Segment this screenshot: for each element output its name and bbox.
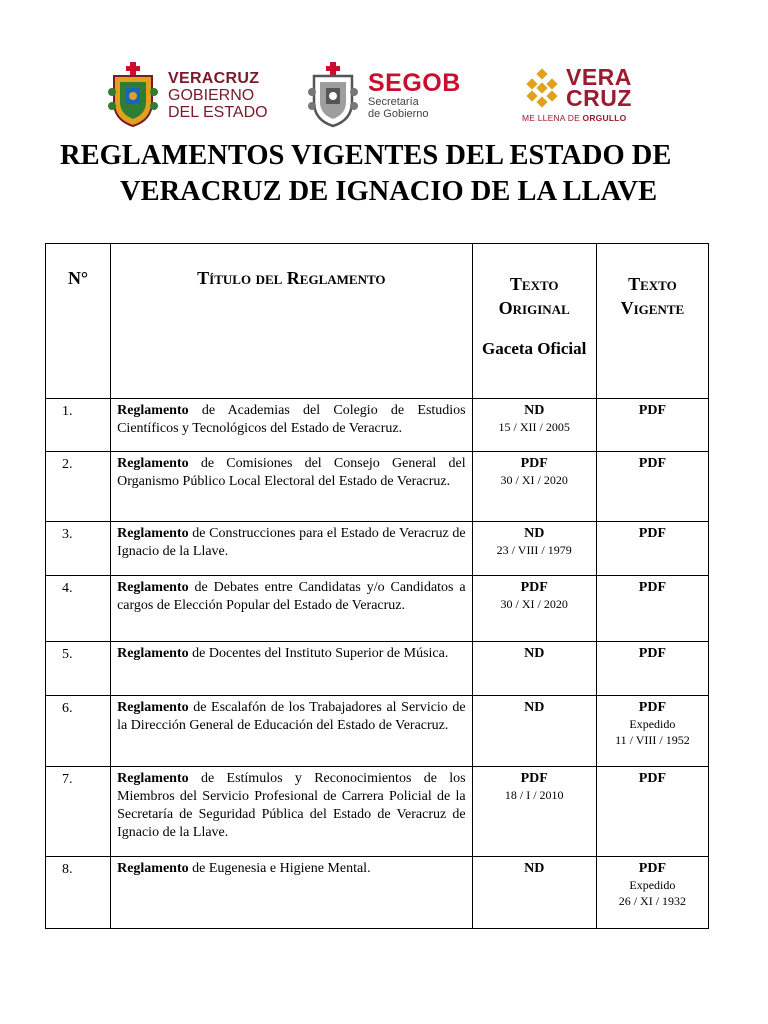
header-gaceta: Gaceta Oficial bbox=[482, 339, 587, 358]
original-link[interactable]: PDF bbox=[520, 456, 548, 471]
original-date: 18 / I / 2010 bbox=[504, 788, 564, 802]
vigente-date: 11 / VIII / 1952 bbox=[615, 733, 690, 747]
vera-slogan-b: ORGULLO bbox=[582, 113, 627, 123]
pdf-link[interactable]: PDF bbox=[638, 456, 666, 471]
original-link[interactable]: ND bbox=[524, 646, 545, 661]
gobierno-line3: DEL ESTADO bbox=[168, 103, 268, 121]
table-row bbox=[46, 857, 709, 929]
header-logos bbox=[0, 60, 768, 130]
vigente-cell bbox=[596, 696, 708, 767]
veracruz-pattern-icon bbox=[522, 68, 562, 108]
table-row bbox=[46, 452, 709, 522]
gobierno-line1: VERACRUZ bbox=[168, 69, 260, 87]
pdf-link[interactable]: PDF bbox=[638, 580, 666, 595]
original-date: 23 / VIII / 1979 bbox=[496, 543, 572, 557]
gobierno-line2: GOBIERNO bbox=[168, 86, 255, 104]
header-number: N° bbox=[46, 244, 111, 399]
veracruz-coat-of-arms-icon bbox=[106, 62, 160, 128]
original-link[interactable]: ND bbox=[524, 861, 545, 876]
segob-title: SEGOB bbox=[368, 69, 461, 97]
original-cell bbox=[472, 642, 596, 696]
vera-slogan-a: ME LLENA DE bbox=[522, 113, 580, 123]
regulation-title bbox=[111, 576, 473, 642]
table-row bbox=[46, 399, 709, 452]
table-row bbox=[46, 767, 709, 857]
header-title: Título del Reglamento bbox=[111, 244, 473, 399]
regulation-title bbox=[111, 522, 473, 576]
vigente-cell bbox=[596, 642, 708, 696]
vigente-date: 26 / XI / 1932 bbox=[618, 894, 687, 908]
table-header-row bbox=[46, 244, 709, 399]
regulation-keyword: Reglamento bbox=[117, 403, 189, 418]
regulation-name: de Escalafón de los Trabajadores al Servicio de la Dirección General de Educación del Estado de Veracruz. bbox=[117, 700, 466, 733]
regulation-title bbox=[111, 767, 473, 857]
vigente-cell bbox=[596, 522, 708, 576]
pdf-link[interactable]: PDF bbox=[638, 861, 666, 876]
row-number: 1. bbox=[46, 399, 111, 452]
vera-line2: CRUZ bbox=[566, 85, 632, 111]
vera-slogan bbox=[522, 113, 626, 123]
row-number: 7. bbox=[46, 767, 111, 857]
original-cell bbox=[472, 452, 596, 522]
original-link[interactable]: PDF bbox=[520, 771, 548, 786]
pdf-link[interactable]: PDF bbox=[638, 403, 666, 418]
regulation-keyword: Reglamento bbox=[117, 771, 189, 786]
row-number: 8. bbox=[46, 857, 111, 929]
regulation-name: de Academias del Colegio de Estudios Científicos y Tecnológicos del Estado de Veracruz. bbox=[117, 403, 466, 436]
regulations-table bbox=[45, 243, 709, 929]
pdf-link[interactable]: PDF bbox=[638, 700, 666, 715]
regulation-name: de Estímulos y Reconocimientos de los Miembros del Servicio Profesional de Carrera Policial de la Secretaría de Seguridad Pública del Estado de Veracruz de Ignacio de la Llave. bbox=[117, 771, 466, 840]
original-cell bbox=[472, 767, 596, 857]
table-row bbox=[46, 696, 709, 767]
header-original-label: Texto Original bbox=[498, 274, 570, 318]
pdf-link[interactable]: PDF bbox=[638, 771, 666, 786]
regulation-name: de Eugenesia e Higiene Mental. bbox=[188, 861, 371, 876]
vigente-cell bbox=[596, 767, 708, 857]
original-link[interactable]: ND bbox=[524, 526, 545, 541]
segob-line2: Secretaría bbox=[368, 96, 419, 108]
vigente-cell bbox=[596, 857, 708, 929]
regulation-keyword: Reglamento bbox=[117, 526, 189, 541]
pdf-link[interactable]: PDF bbox=[638, 526, 666, 541]
table-row bbox=[46, 642, 709, 696]
vigente-cell bbox=[596, 399, 708, 452]
regulation-keyword: Reglamento bbox=[117, 580, 189, 595]
page-title-line2: VERACRUZ DE IGNACIO DE LA LLAVE bbox=[120, 176, 658, 207]
row-number: 5. bbox=[46, 642, 111, 696]
regulation-title bbox=[111, 857, 473, 929]
original-link[interactable]: PDF bbox=[520, 580, 548, 595]
regulation-title bbox=[111, 642, 473, 696]
original-link[interactable]: ND bbox=[524, 403, 545, 418]
segob-logo bbox=[306, 60, 461, 130]
original-date: 15 / XII / 2005 bbox=[498, 420, 570, 434]
original-date: 30 / XI / 2020 bbox=[500, 597, 568, 611]
vigente-note: Expedido bbox=[629, 878, 676, 892]
row-number: 2. bbox=[46, 452, 111, 522]
table-row bbox=[46, 576, 709, 642]
original-cell bbox=[472, 522, 596, 576]
header-original bbox=[472, 244, 596, 399]
page-title bbox=[0, 138, 768, 210]
gobierno-veracruz-logo bbox=[106, 60, 268, 130]
original-cell bbox=[472, 399, 596, 452]
original-link[interactable]: ND bbox=[524, 700, 545, 715]
vigente-cell bbox=[596, 452, 708, 522]
vigente-note: Expedido bbox=[629, 717, 676, 731]
regulation-name: de Docentes del Instituto Superior de Música. bbox=[188, 646, 449, 661]
table-row bbox=[46, 522, 709, 576]
regulation-keyword: Reglamento bbox=[117, 646, 189, 661]
row-number: 4. bbox=[46, 576, 111, 642]
regulation-name: de Comisiones del Consejo General del Organismo Público Local Electoral del Estado de Veracruz. bbox=[117, 456, 466, 489]
original-date: 30 / XI / 2020 bbox=[500, 473, 568, 487]
row-number: 3. bbox=[46, 522, 111, 576]
page-title-line1: REGLAMENTOS VIGENTES DEL ESTADO DE bbox=[60, 140, 672, 171]
row-number: 6. bbox=[46, 696, 111, 767]
regulation-name: de Debates entre Candidatas y/o Candidatos a cargos de Elección Popular del Estado de Veracruz. bbox=[117, 580, 466, 613]
segob-shield-icon bbox=[306, 62, 360, 128]
vigente-cell bbox=[596, 576, 708, 642]
original-cell bbox=[472, 857, 596, 929]
regulation-title bbox=[111, 696, 473, 767]
regulation-keyword: Reglamento bbox=[117, 700, 189, 715]
vera-line1: VERA bbox=[566, 64, 632, 90]
regulation-keyword: Reglamento bbox=[117, 861, 189, 876]
regulation-name: de Construcciones para el Estado de Veracruz de Ignacio de la Llave. bbox=[117, 526, 466, 559]
regulation-title bbox=[111, 452, 473, 522]
pdf-link[interactable]: PDF bbox=[638, 646, 666, 661]
veracruz-brand-logo bbox=[522, 60, 632, 130]
segob-line3: de Gobierno bbox=[368, 108, 429, 120]
regulation-keyword: Reglamento bbox=[117, 456, 189, 471]
header-vigente: Texto Vigente bbox=[596, 244, 708, 399]
original-cell bbox=[472, 576, 596, 642]
regulation-title bbox=[111, 399, 473, 452]
original-cell bbox=[472, 696, 596, 767]
